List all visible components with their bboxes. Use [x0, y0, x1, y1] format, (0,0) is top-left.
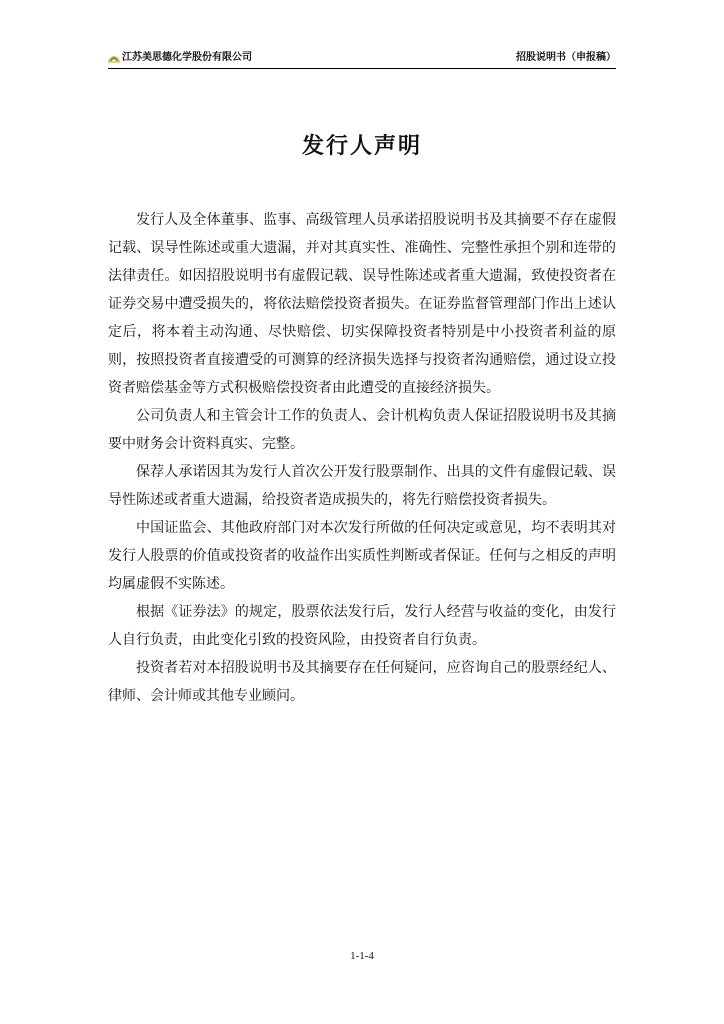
paragraph: 根据《证券法》的规定，股票依法发行后，发行人经营与收益的变化，由发行人自行负责，由此变化引致的投资风险，由投资者自行负责。	[108, 604, 616, 648]
paragraph: 发行人及全体董事、监事、高级管理人员承诺招股说明书及其摘要不存在虚假记载、误导性陈述或重大遗漏，并对其真实性、准确性、完整性承担个别和连带的法律责任。如因招股说明书有虚假记载、误导性陈述或者重大遗漏，致使投资者在证券交易中遭受损失的，将依法赔偿投资者损失。在证券监督管理部门作出上述认定后，将本着主动沟通、尽快赔偿、切实保障投资者特别是中小投资者利益的原则，按照投资者直接遭受的可测算的经济损失选择与投资者沟通赔偿，通过设立投资者赔偿基金等方式积极赔偿投资者由此遭受的直接经济损失。	[108, 212, 616, 396]
page-number: 1-1-4	[350, 950, 374, 962]
header-left	[108, 50, 252, 66]
paragraph: 保荐人承诺因其为发行人首次公开发行股票制作、出具的文件有虚假记载、误导性陈述或者重大遗漏，给投资者造成损失的，将先行赔偿投资者损失。	[108, 464, 616, 508]
paragraph: 中国证监会、其他政府部门对本次发行所做的任何决定或意见，均不表明其对发行人股票的价值或投资者的收益作出实质性判断或者保证。任何与之相反的声明均属虚假不实陈述。	[108, 520, 616, 592]
paragraph: 投资者若对本招股说明书及其摘要存在任何疑问，应咨询自己的股票经纪人、律师、会计师或其他专业顾问。	[108, 660, 616, 704]
document-type: 招股说明书（申报稿）	[516, 52, 616, 63]
company-logo-icon	[108, 53, 120, 63]
page-title: 发行人声明	[301, 134, 422, 159]
company-name: 江苏美思德化学股份有限公司	[122, 52, 252, 63]
paragraph: 公司负责人和主管会计工作的负责人、会计机构负责人保证招股说明书及其摘要中财务会计资料真实、完整。	[108, 408, 616, 452]
page-header	[108, 50, 616, 69]
statement-body	[108, 206, 616, 710]
